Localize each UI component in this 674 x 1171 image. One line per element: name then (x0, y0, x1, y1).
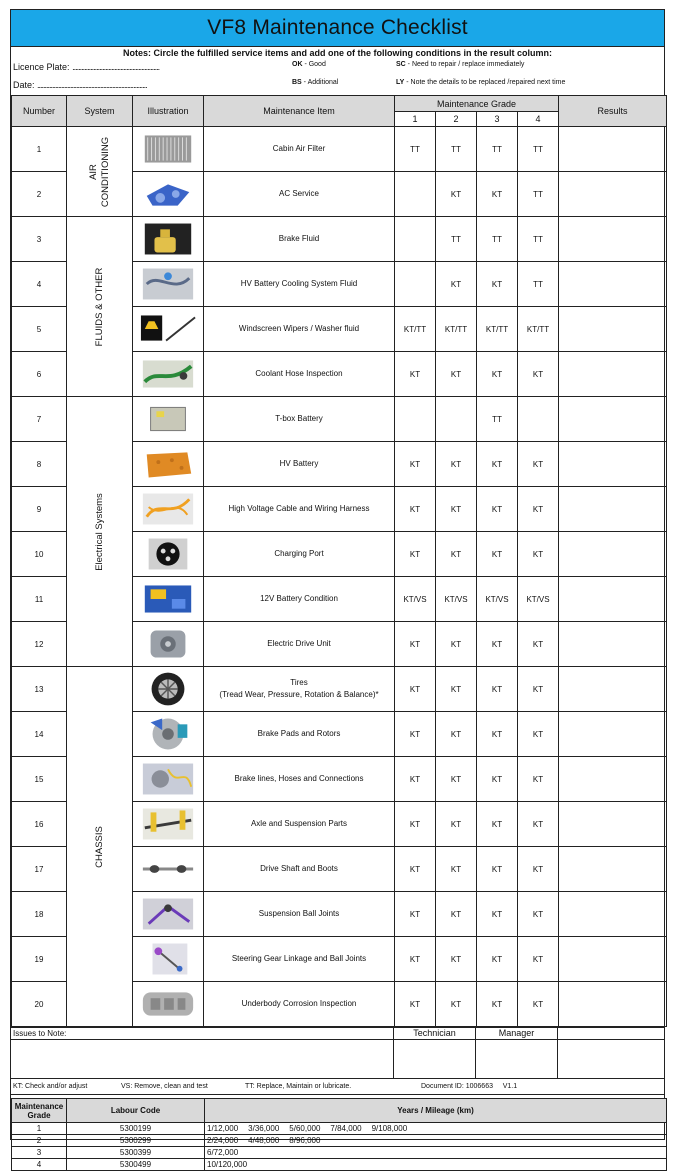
result-cell[interactable] (559, 982, 667, 1027)
result-cell[interactable] (559, 487, 667, 532)
title-bar (11, 10, 664, 47)
labour-grade: 1 (12, 1123, 67, 1135)
checklist-sheet (10, 9, 665, 1169)
labour-row (12, 1147, 667, 1159)
table-row (12, 127, 667, 172)
grade-1-cell[interactable]: TT (395, 127, 436, 172)
notes-instruction: Notes: Circle the fulfilled service items and add one of the following conditions in the result column: (122, 48, 553, 58)
illustration-cell (133, 532, 204, 577)
grade-2-cell[interactable] (436, 397, 477, 442)
row-number: 9 (12, 487, 67, 532)
maintenance-item: Drive Shaft and Boots (204, 847, 395, 892)
grade-3-cell[interactable]: KT (477, 532, 518, 577)
grade-3-cell[interactable]: TT (477, 127, 518, 172)
result-cell[interactable] (559, 847, 667, 892)
grade-1-cell[interactable]: KT/VS (395, 577, 436, 622)
notes-section (11, 47, 664, 95)
issues-label: Issues to Note: (13, 1029, 67, 1038)
grade-2-cell[interactable]: KT (436, 532, 477, 577)
grade-1-cell[interactable] (395, 262, 436, 307)
grade-4-cell[interactable]: KT (518, 667, 559, 712)
row-number: 14 (12, 712, 67, 757)
maintenance-item: Suspension Ball Joints (204, 892, 395, 937)
legend-kt: KT: Check and/or adjust (13, 1083, 88, 1090)
row-number: 2 (12, 172, 67, 217)
grade-3-cell[interactable]: KT (477, 757, 518, 802)
grade-2-cell[interactable]: KT (436, 982, 477, 1027)
illustration-cell (133, 397, 204, 442)
labour-code: 5300499 (67, 1159, 205, 1171)
labour-code: 5300299 (67, 1135, 205, 1147)
labour-mileage (205, 1123, 667, 1135)
labour-header-code: Labour Code (67, 1099, 205, 1123)
illustration-cell (133, 262, 204, 307)
row-number: 10 (12, 532, 67, 577)
row-number: 20 (12, 982, 67, 1027)
illustration-cell (133, 442, 204, 487)
mileage-entry: 8/96,000 (289, 1136, 321, 1145)
maintenance-item: Tires (Tread Wear, Pressure, Rotation & Balance)* (204, 667, 395, 712)
grade-3-cell[interactable]: KT (477, 622, 518, 667)
grade-4-cell[interactable]: KT (518, 622, 559, 667)
grade-1-cell[interactable] (395, 397, 436, 442)
maintenance-item: Underbody Corrosion Inspection (204, 982, 395, 1027)
issues-results-cell[interactable] (558, 1028, 664, 1078)
grade-2-cell[interactable]: KT (436, 442, 477, 487)
manager-label: Manager (498, 1028, 535, 1038)
maintenance-item: Steering Gear Linkage and Ball Joints (204, 937, 395, 982)
issues-section (11, 1027, 664, 1079)
result-cell[interactable] (559, 262, 667, 307)
wiper-icon (135, 309, 201, 349)
labour-row (12, 1123, 667, 1135)
result-cell[interactable] (559, 307, 667, 352)
labour-row (12, 1135, 667, 1147)
row-number: 4 (12, 262, 67, 307)
legend-tt: TT: Replace, Maintain or lubricate. (245, 1083, 352, 1090)
manager-signature[interactable] (476, 1028, 558, 1078)
system-fluids: FLUIDS & OTHER (67, 217, 133, 397)
grade-4-cell[interactable]: TT (518, 172, 559, 217)
tbox-battery-icon (135, 399, 201, 439)
result-cell[interactable] (559, 352, 667, 397)
result-cell[interactable] (559, 667, 667, 712)
result-cell[interactable] (559, 577, 667, 622)
steering-linkage-icon (135, 939, 201, 979)
labour-code: 5300399 (67, 1147, 205, 1159)
labour-header-years: Years / Mileage (km) (205, 1099, 667, 1123)
header-system: System (67, 96, 133, 127)
cabin-filter-icon (135, 129, 201, 169)
wiring-harness-icon (135, 489, 201, 529)
drive-unit-icon (135, 624, 201, 664)
row-number: 16 (12, 802, 67, 847)
result-cell[interactable] (559, 127, 667, 172)
maintenance-item: Windscreen Wipers / Washer fluid (204, 307, 395, 352)
illustration-cell (133, 352, 204, 397)
grade-3-cell[interactable]: KT (477, 172, 518, 217)
grade-3-cell[interactable]: KT/VS (477, 577, 518, 622)
ball-joint-icon (135, 894, 201, 934)
licence-plate-field[interactable] (13, 62, 159, 72)
illustration-cell (133, 127, 204, 172)
grade-1-cell[interactable]: KT (395, 667, 436, 712)
grade-4-cell[interactable]: KT (518, 712, 559, 757)
grade-3-cell[interactable]: KT (477, 847, 518, 892)
technician-signature[interactable] (394, 1028, 476, 1078)
illustration-cell (133, 577, 204, 622)
illustration-cell (133, 847, 204, 892)
header-grade-4: 4 (518, 112, 559, 127)
mileage-entry: 5/60,000 (289, 1124, 321, 1133)
grade-3-cell[interactable]: KT (477, 937, 518, 982)
grade-4-cell[interactable]: KT/VS (518, 577, 559, 622)
illustration-cell (133, 802, 204, 847)
labour-code-table (11, 1098, 667, 1171)
grade-2-cell[interactable]: KT (436, 757, 477, 802)
mileage-entry: 3/36,000 (248, 1124, 280, 1133)
page-title: VF8 Maintenance Checklist (207, 16, 468, 39)
brake-rotor-icon (135, 714, 201, 754)
result-cell[interactable] (559, 622, 667, 667)
brake-lines-icon (135, 759, 201, 799)
grade-2-cell[interactable]: KT (436, 847, 477, 892)
grade-4-cell[interactable]: KT (518, 892, 559, 937)
grade-4-cell[interactable]: KT (518, 847, 559, 892)
labour-code: 5300199 (67, 1123, 205, 1135)
row-number: 1 (12, 127, 67, 172)
labour-mileage (205, 1135, 667, 1147)
ac-unit-icon (135, 174, 201, 214)
grade-2-cell[interactable]: TT (436, 217, 477, 262)
underbody-icon (135, 984, 201, 1024)
system-chassis: CHASSIS (67, 667, 133, 1027)
table-row (12, 217, 667, 262)
maintenance-table (11, 95, 667, 1027)
mileage-entry: 2/24,000 (207, 1136, 239, 1145)
mileage-entry: 1/12,000 (207, 1124, 239, 1133)
maintenance-item: HV Battery Cooling System Fluid (204, 262, 395, 307)
tire-icon (135, 669, 201, 709)
grade-3-cell[interactable]: KT (477, 487, 518, 532)
row-number: 5 (12, 307, 67, 352)
grade-1-cell[interactable]: KT (395, 802, 436, 847)
condition-ly: LY - Note the details to be replaced /repaired next time (396, 79, 566, 86)
header-maintenance-grade: Maintenance Grade (395, 96, 559, 112)
row-number: 18 (12, 892, 67, 937)
header-number: Number (12, 96, 67, 127)
grade-1-cell[interactable]: KT (395, 937, 436, 982)
grade-1-cell[interactable]: KT (395, 712, 436, 757)
maintenance-item: Axle and Suspension Parts (204, 802, 395, 847)
grade-4-cell[interactable]: KT (518, 352, 559, 397)
illustration-cell (133, 307, 204, 352)
illustration-cell (133, 937, 204, 982)
header-grade-2: 2 (436, 112, 477, 127)
grade-3-cell[interactable]: TT (477, 397, 518, 442)
row-number: 17 (12, 847, 67, 892)
grade-3-cell[interactable]: KT (477, 667, 518, 712)
header-grade-1: 1 (395, 112, 436, 127)
grade-3-cell[interactable]: KT/TT (477, 307, 518, 352)
maintenance-item: Brake lines, Hoses and Connections (204, 757, 395, 802)
licence-plate-label: Licence Plate: (13, 62, 70, 72)
row-number: 12 (12, 622, 67, 667)
grade-4-cell[interactable]: KT (518, 982, 559, 1027)
labour-row (12, 1159, 667, 1171)
row-number: 8 (12, 442, 67, 487)
condition-bs: BS - Additional (292, 79, 339, 86)
drive-shaft-icon (135, 849, 201, 889)
date-label: Date: (13, 80, 35, 90)
maintenance-item: High Voltage Cable and Wiring Harness (204, 487, 395, 532)
grade-2-cell[interactable]: KT (436, 352, 477, 397)
grade-4-cell[interactable]: KT (518, 802, 559, 847)
grade-3-cell[interactable]: KT (477, 982, 518, 1027)
grade-4-cell[interactable]: TT (518, 127, 559, 172)
maintenance-item: Brake Pads and Rotors (204, 712, 395, 757)
grade-4-cell[interactable]: KT/TT (518, 307, 559, 352)
result-cell[interactable] (559, 892, 667, 937)
date-dots: ......................................................................... (37, 80, 147, 90)
mileage-entry: 9/108,000 (371, 1124, 408, 1133)
grade-2-cell[interactable]: KT (436, 802, 477, 847)
maintenance-item: HV Battery (204, 442, 395, 487)
grade-2-cell[interactable]: TT (436, 127, 477, 172)
licence-plate-dots: .......................................................... (72, 62, 160, 72)
illustration-cell (133, 982, 204, 1027)
labour-grade: 2 (12, 1135, 67, 1147)
row-number: 7 (12, 397, 67, 442)
grade-1-cell[interactable]: KT/TT (395, 307, 436, 352)
grade-1-cell[interactable]: KT (395, 487, 436, 532)
technician-label: Technician (413, 1028, 456, 1038)
maintenance-item: Charging Port (204, 532, 395, 577)
mileage-entry: 7/84,000 (330, 1124, 362, 1133)
system-electrical: Electrical Systems (67, 397, 133, 667)
grade-1-cell[interactable]: KT (395, 442, 436, 487)
abbreviation-legend (11, 1079, 664, 1095)
illustration-cell (133, 487, 204, 532)
header-results: Results (559, 96, 667, 127)
illustration-cell (133, 172, 204, 217)
grade-3-cell[interactable]: TT (477, 217, 518, 262)
row-number: 3 (12, 217, 67, 262)
grade-4-cell[interactable]: KT (518, 532, 559, 577)
result-cell[interactable] (559, 172, 667, 217)
row-number: 11 (12, 577, 67, 622)
header-illustration: Illustration (133, 96, 204, 127)
grade-3-cell[interactable]: KT (477, 712, 518, 757)
grade-1-cell[interactable]: KT (395, 982, 436, 1027)
coolant-hose-icon (135, 354, 201, 394)
header-grade-3: 3 (477, 112, 518, 127)
result-cell[interactable] (559, 442, 667, 487)
grade-3-cell[interactable]: KT (477, 892, 518, 937)
result-cell[interactable] (559, 937, 667, 982)
grade-2-cell[interactable]: KT (436, 667, 477, 712)
illustration-cell (133, 712, 204, 757)
illustration-cell (133, 667, 204, 712)
cooling-system-icon (135, 264, 201, 304)
grade-2-cell[interactable]: KT (436, 892, 477, 937)
illustration-cell (133, 757, 204, 802)
result-cell[interactable] (559, 397, 667, 442)
labour-grade: 3 (12, 1147, 67, 1159)
grade-4-cell[interactable]: TT (518, 262, 559, 307)
grade-1-cell[interactable]: KT (395, 757, 436, 802)
header-maintenance-item: Maintenance Item (204, 96, 395, 127)
labour-header-grade: Maintenance Grade (12, 1099, 67, 1123)
system-air: AIR CONDITIONING (67, 127, 133, 217)
grade-1-cell[interactable]: KT (395, 892, 436, 937)
grade-3-cell[interactable]: KT (477, 802, 518, 847)
mileage-entry: 6/72,000 (207, 1148, 239, 1157)
date-field[interactable] (13, 80, 147, 90)
grade-4-cell[interactable]: TT (518, 217, 559, 262)
maintenance-item: Brake Fluid (204, 217, 395, 262)
row-number: 19 (12, 937, 67, 982)
illustration-cell (133, 622, 204, 667)
charging-port-icon (135, 534, 201, 574)
grade-4-cell[interactable] (518, 397, 559, 442)
result-cell[interactable] (559, 802, 667, 847)
hv-battery-icon (135, 444, 201, 484)
mileage-entry: 10/120,000 (207, 1160, 248, 1169)
grade-2-cell[interactable]: KT/VS (436, 577, 477, 622)
illustration-cell (133, 892, 204, 937)
grade-4-cell[interactable]: KT (518, 937, 559, 982)
grade-3-cell[interactable]: KT (477, 262, 518, 307)
grade-1-cell[interactable] (395, 217, 436, 262)
labour-mileage (205, 1159, 667, 1171)
grade-2-cell[interactable]: KT (436, 262, 477, 307)
result-cell[interactable] (559, 712, 667, 757)
battery-12v-icon (135, 579, 201, 619)
issues-to-note[interactable] (11, 1028, 394, 1078)
labour-mileage (205, 1147, 667, 1159)
brake-fluid-icon (135, 219, 201, 259)
grade-2-cell[interactable]: KT (436, 172, 477, 217)
grade-1-cell[interactable]: KT (395, 622, 436, 667)
maintenance-item: T-box Battery (204, 397, 395, 442)
row-number: 15 (12, 757, 67, 802)
suspension-icon (135, 804, 201, 844)
condition-sc: SC - Need to repair / replace immediately (396, 61, 525, 68)
table-row (12, 667, 667, 712)
grade-2-cell[interactable]: KT (436, 937, 477, 982)
grade-1-cell[interactable] (395, 172, 436, 217)
maintenance-item: 12V Battery Condition (204, 577, 395, 622)
grade-2-cell[interactable]: KT (436, 622, 477, 667)
result-cell[interactable] (559, 532, 667, 577)
mileage-entry: 4/48,000 (248, 1136, 280, 1145)
grade-1-cell[interactable]: KT (395, 352, 436, 397)
grade-3-cell[interactable]: KT (477, 442, 518, 487)
maintenance-item: Electric Drive Unit (204, 622, 395, 667)
grade-4-cell[interactable]: KT (518, 487, 559, 532)
legend-vs: VS: Remove, clean and test (121, 1083, 208, 1090)
labour-grade: 4 (12, 1159, 67, 1171)
condition-ok: OK - Good (292, 61, 326, 68)
grade-2-cell[interactable]: KT/TT (436, 307, 477, 352)
table-row (12, 397, 667, 442)
grade-4-cell[interactable]: KT (518, 442, 559, 487)
grade-4-cell[interactable]: KT (518, 757, 559, 802)
grade-2-cell[interactable]: KT (436, 712, 477, 757)
row-number: 13 (12, 667, 67, 712)
result-cell[interactable] (559, 757, 667, 802)
grade-1-cell[interactable]: KT (395, 532, 436, 577)
row-number: 6 (12, 352, 67, 397)
grade-3-cell[interactable]: KT (477, 352, 518, 397)
document-id: Document ID: 1006663 V1.1 (421, 1083, 518, 1090)
grade-1-cell[interactable]: KT (395, 847, 436, 892)
result-cell[interactable] (559, 217, 667, 262)
grade-2-cell[interactable]: KT (436, 487, 477, 532)
maintenance-item: Cabin Air Filter (204, 127, 395, 172)
maintenance-item: Coolant Hose Inspection (204, 352, 395, 397)
maintenance-item: AC Service (204, 172, 395, 217)
illustration-cell (133, 217, 204, 262)
